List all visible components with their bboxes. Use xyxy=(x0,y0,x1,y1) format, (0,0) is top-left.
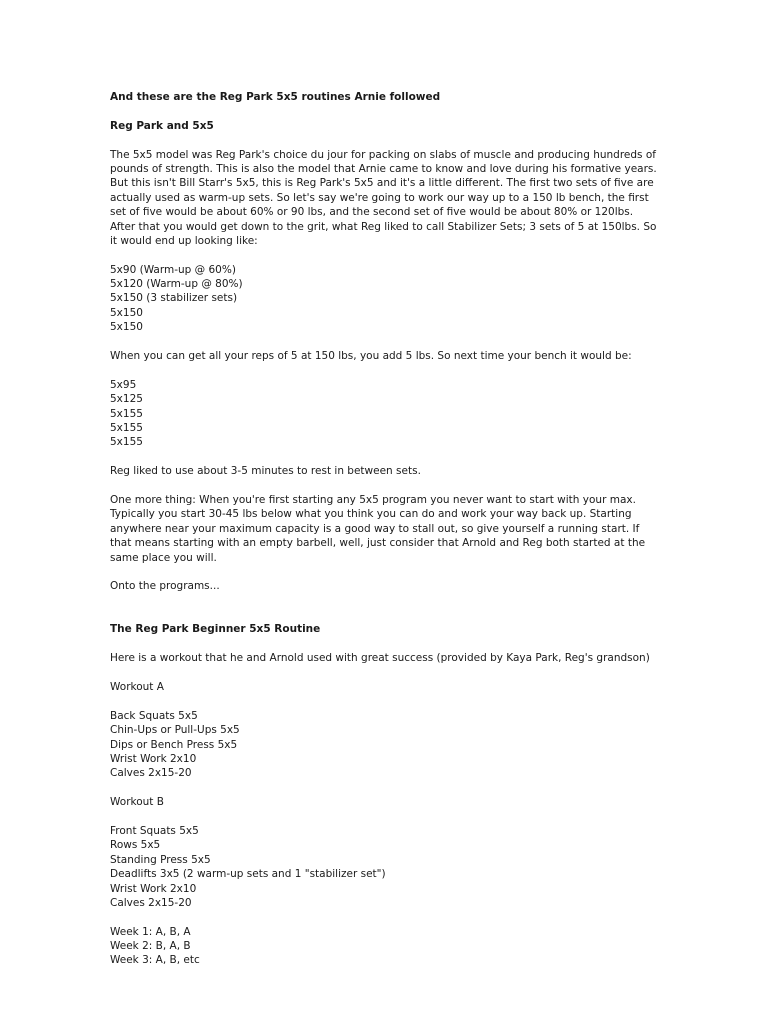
paragraph-line: actually used as warm-up sets. So let's say we're going to work our way up to a 150 lb bench, the first xyxy=(110,191,649,204)
list-item: 5x150 (3 stabilizer sets) xyxy=(110,292,238,305)
paragraph-line: Typically you start 30-45 lbs below what you think you can do and work your way back up. Starting xyxy=(110,508,632,521)
list-item: Week 1: A, B, A xyxy=(110,925,191,938)
list-item: 5x95 xyxy=(110,378,137,391)
list-item: Wrist Work 2x10 xyxy=(110,882,197,895)
list-item: Rows 5x5 xyxy=(110,839,161,852)
paragraph-line: that means starting with an empty barbell, well, just consider that Arnold and Reg both started at the xyxy=(110,537,646,550)
list-item: Standing Press 5x5 xyxy=(110,853,211,866)
paragraph-line: pounds of strength. This is also the model that Arnie came to know and love during his formative years. xyxy=(110,162,657,175)
example-sets-list xyxy=(110,263,670,335)
list-item: Chin-Ups or Pull-Ups 5x5 xyxy=(110,724,240,737)
workout-a-list xyxy=(110,709,670,781)
workout-b-list xyxy=(110,824,670,910)
section-heading-beginner-routine: The Reg Park Beginner 5x5 Routine xyxy=(110,623,321,636)
list-item: Week 3: A, B, etc xyxy=(110,954,200,967)
routine-intro-paragraph: Here is a workout that he and Arnold used with great success (provided by Kaya Park, Reg's grandson) xyxy=(110,652,650,665)
document-page xyxy=(110,90,670,968)
onto-programs-text: Onto the programs... xyxy=(110,580,220,593)
list-item: Front Squats 5x5 xyxy=(110,824,199,837)
list-item: 5x155 xyxy=(110,436,143,449)
paragraph-line: same place you will. xyxy=(110,551,217,564)
list-item: 5x120 (Warm-up @ 80%) xyxy=(110,278,243,291)
paragraph-line: But this isn't Bill Starr's 5x5, this is Reg Park's 5x5 and it's a little different. The first two sets of five are xyxy=(110,177,654,190)
paragraph-line: One more thing: When you're first starting any 5x5 program you never want to start with your max. xyxy=(110,493,636,506)
progression-paragraph: When you can get all your reps of 5 at 150 lbs, you add 5 lbs. So next time your bench it would be: xyxy=(110,350,632,363)
workout-b-label: Workout B xyxy=(110,796,164,809)
list-item: Calves 2x15-20 xyxy=(110,767,192,780)
paragraph-line: it would end up looking like: xyxy=(110,234,258,247)
list-item: 5x90 (Warm-up @ 60%) xyxy=(110,263,236,276)
weekly-schedule-list xyxy=(110,925,670,968)
progression-sets-list xyxy=(110,378,670,450)
list-item: Deadlifts 3x5 (2 warm-up sets and 1 "stabilizer set") xyxy=(110,868,386,881)
list-item: 5x150 xyxy=(110,321,143,334)
list-item: 5x155 xyxy=(110,407,143,420)
rest-paragraph: Reg liked to use about 3-5 minutes to rest in between sets. xyxy=(110,465,421,478)
list-item: Dips or Bench Press 5x5 xyxy=(110,738,238,751)
advice-paragraph xyxy=(110,493,670,565)
list-item: Back Squats 5x5 xyxy=(110,709,198,722)
list-item: 5x150 xyxy=(110,306,143,319)
section-heading-reg-park: Reg Park and 5x5 xyxy=(110,119,214,132)
list-item: Week 2: B, A, B xyxy=(110,940,191,953)
list-item: Calves 2x15-20 xyxy=(110,896,192,909)
paragraph-line: anywhere near your maximum capacity is a good way to stall out, so give yourself a running start. If xyxy=(110,522,640,535)
list-item: 5x155 xyxy=(110,421,143,434)
list-item: Wrist Work 2x10 xyxy=(110,752,197,765)
document-title: And these are the Reg Park 5x5 routines Arnie followed xyxy=(110,91,441,103)
paragraph-line: The 5x5 model was Reg Park's choice du jour for packing on slabs of muscle and producing hundreds of xyxy=(110,148,656,161)
paragraph-line: set of five would be about 60% or 90 lbs, and the second set of five would be about 80% or 120lbs. xyxy=(110,206,634,219)
paragraph-line: After that you would get down to the grit, what Reg liked to call Stabilizer Sets; 3 sets of 5 at 150lbs. So xyxy=(110,220,657,233)
intro-paragraph xyxy=(110,148,670,249)
workout-a-label: Workout A xyxy=(110,681,164,694)
list-item: 5x125 xyxy=(110,393,143,406)
